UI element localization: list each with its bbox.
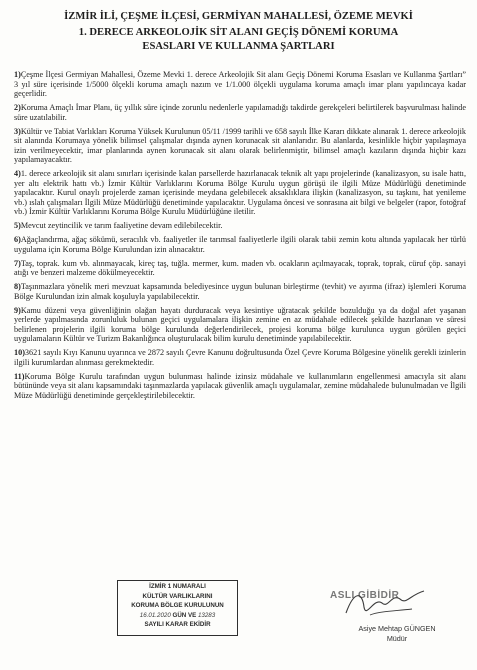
paragraph-7 bbox=[14, 259, 466, 278]
stamp-handwritten-date: 16.01.2020 bbox=[139, 611, 171, 619]
paragraph-text: Kültür ve Tabiat Varlıkları Koruma Yüksek Kurulunun 05/11 /1999 tarihli ve 658 sayılı İlke Kararı dikkate alınarak 1. derece arkeolojik sit alanında Korumaya yönelik bilimsel çalışmalar dışında aynen korunacak sit alanlarıdır. Bu alanlarda, kesinlikle hiçbir yapılaşmaya izin verilmeyecektir, imar planlarında aynen korunacak sit alanı olarak belirlenmiştir, bilimsel amaçlı kazıların dışında hiçbir kazı yapılamayacaktır. bbox=[14, 126, 466, 165]
stamp-line-5: SAYILI KARAR EKİDİR bbox=[144, 621, 211, 629]
paragraph-text: Taş, toprak. kum vb. alınmayacak, kireç taş, tuğla. mermer, kum. maden vb. ocakların açılmayacak, toprak, toprak, cüruf çöp. sanayi atığı ve benzeri malzeme dökülmeyecektir. bbox=[14, 258, 466, 278]
paragraph-text: 3621 sayılı Kıyı Kanunu uyarınca ve 2872 sayılı Çevre Kanunu doğrultusunda Özel Çevre Koruma Bölgesine yönelik gerekli izinlerin ilgili kurumlardan alınması gerekmektedir. bbox=[14, 348, 466, 367]
paragraph-11 bbox=[14, 372, 466, 401]
paragraph-text: 1. derece arkeolojik sit alanı sınırları içerisinde kalan parsellerde hazırlanacak teknik alt yapı projelerinde (kanalizasyon, su isale hattı, yer altı elektrik hattı vb.) İzmir Kültür Varlıklarını Koruma Bölge Kurulu uygun görüşü ile ilgili Müze Müdürlüğü denetiminde yapılacaktır. Kurul onaylı projelerde zaman içerisinde meydana gelebilecek aksaklıklara ilişkin (kanalizasyon, su taşkını, hat yenileme vb.) ıslah çalışmaları İlgili Müze Müdürlüğü denetiminde yapılacaktır. Uygulama öncesi ve sonrasına ait bilgi ve belgeler (rapor, fotoğraf vb.) İzmir Kültür Varlıklarını Koruma Bölge Kurulu Müdürlüğüne iletilir. bbox=[14, 169, 466, 217]
paragraph-number: 6) bbox=[14, 235, 21, 245]
stamp-handwritten-number: 13283 bbox=[197, 611, 216, 619]
paragraph-text: Koruma Bölge Kurulu tarafından uygun bulunması halinde izinsiz müdahale ve kullanımların engellenmesi amacıyla sit alanı bütününde veya sit alanı kapsamındaki taşınmazlarda yapılacak güvenlik amaçlı uygulamalar, zemine müdahalede bulunulmadan ve İlgili Müze Müdürlüğü denetiminde gerçekleştirilebilecektir. bbox=[14, 371, 466, 400]
paragraph-text: Kamu düzeni veya güvenliğinin olağan hayatı durduracak veya kesintiye uğratacak şekilde bozulduğu ya da doğal afet yaşanan yerlerde yapılmasında zorunluluk bulunan geçici uygulamalara ilişkin zemine en az müdahale edilecek şekilde hazırlanan ve süresi belirlenen projelerin ilgili koruma bölge kurulunda değerlendirilecek, projesi koruma bölge kurulunca uygun görülen geçici uygulamaların Kültür ve Turizm Bakanlığınca oluşturulacak bilim kurulu denetiminde yapılabilecektir. bbox=[14, 305, 466, 344]
stamp-line-2: KÜLTÜR VARLIKLARINI bbox=[142, 592, 213, 600]
paragraph-text: Ağaçlandırma, ağaç sökümü, seracılık vb. faaliyetler ile tarımsal faaliyetlerle ilgili olarak tabii zemin kotu altında yapılacak her türlü uygulama için Koruma Bölge Kurulundan izin alınacaktır. bbox=[14, 235, 466, 254]
paragraph-text: Çeşme İlçesi Germiyan Mahallesi, Özeme Mevki 1. derece Arkeolojik Sit alanı Geçiş Dönemi Koruma Esasları ve Kullanma Şartları” 3 yıl süre içerisinde 1/5000 ölçekli koruma amaçlı nazım ve 1/1.000 ölçekli uygulama koruma amaçlı imar planı yapılıncaya kadar geçerlidir. bbox=[14, 70, 466, 99]
paragraph-8 bbox=[14, 282, 466, 301]
paragraph-text: Koruma Amaçlı İmar Planı, üç yıllık süre içinde zorunlu nedenlerle yapılamadığı takdirde gerekçeleri belirtilerek başvurulması halinde süre uzatılabilir. bbox=[14, 103, 466, 122]
stamp-date-line bbox=[118, 611, 237, 621]
paragraph-number: 7) bbox=[14, 258, 21, 268]
paragraph-2 bbox=[14, 103, 466, 122]
document-title-line-1: İZMİR İLİ, ÇEŞME İLÇESİ, GERMİYAN MAHALLESİ, ÖZEME MEVKİ bbox=[64, 11, 413, 22]
paragraph-9 bbox=[14, 306, 466, 344]
paragraph-text: Taşınmazlara yönelik meri mevzuat kapsamında belediyesince uygun bulunan birleştirme (tevhit) ve ayırma (ifraz) işlemleri Koruma Bölge Kurulundan izin almak koşuluyla yapılabilecektir. bbox=[14, 282, 466, 301]
document-title-line-3: ESASLARI VE KULLANMA ŞARTLARI bbox=[142, 41, 335, 52]
paragraph-number: 11) bbox=[14, 371, 25, 381]
signer-name: Asiye Mehtap GÜNGEN bbox=[358, 624, 436, 633]
paragraph-10 bbox=[14, 348, 466, 367]
paragraph-number: 4) bbox=[14, 169, 21, 179]
document-title-line-2: 1. DERECE ARKEOLOJİK SİT ALANI GEÇİŞ DÖNEMİ KORUMA bbox=[78, 27, 399, 38]
paragraph-number: 1) bbox=[14, 70, 21, 79]
paragraph-6 bbox=[14, 235, 466, 254]
signer-title: Müdür bbox=[386, 633, 408, 643]
paragraph-number: 2) bbox=[14, 103, 21, 113]
paragraph-number: 9) bbox=[14, 305, 21, 315]
signature-icon bbox=[340, 585, 430, 623]
stamp-line-1: İZMİR 1 NUMARALI bbox=[149, 583, 206, 590]
paragraph-number: 10) bbox=[14, 348, 25, 358]
signer-block bbox=[332, 624, 462, 643]
paragraph-number: 3) bbox=[14, 126, 21, 136]
asli-gibidir-stamp: ASLI GİBİDİR bbox=[330, 590, 400, 601]
document-body bbox=[14, 70, 466, 405]
council-decision-stamp bbox=[117, 580, 238, 636]
paragraph-number: 5) bbox=[14, 221, 21, 231]
paragraph-4 bbox=[14, 169, 466, 217]
paragraph-text: Mevcut zeytincilik ve tarım faaliyetine devam edilebilecektir. bbox=[20, 221, 223, 231]
stamp-line-3: KORUMA BÖLGE KURULUNUN bbox=[131, 602, 224, 610]
paragraph-3 bbox=[14, 127, 466, 165]
stamp-gun-text: GÜN VE bbox=[172, 611, 197, 619]
paragraph-1 bbox=[14, 70, 466, 99]
paragraph-number: 8) bbox=[14, 282, 21, 292]
paragraph-5 bbox=[14, 221, 466, 231]
